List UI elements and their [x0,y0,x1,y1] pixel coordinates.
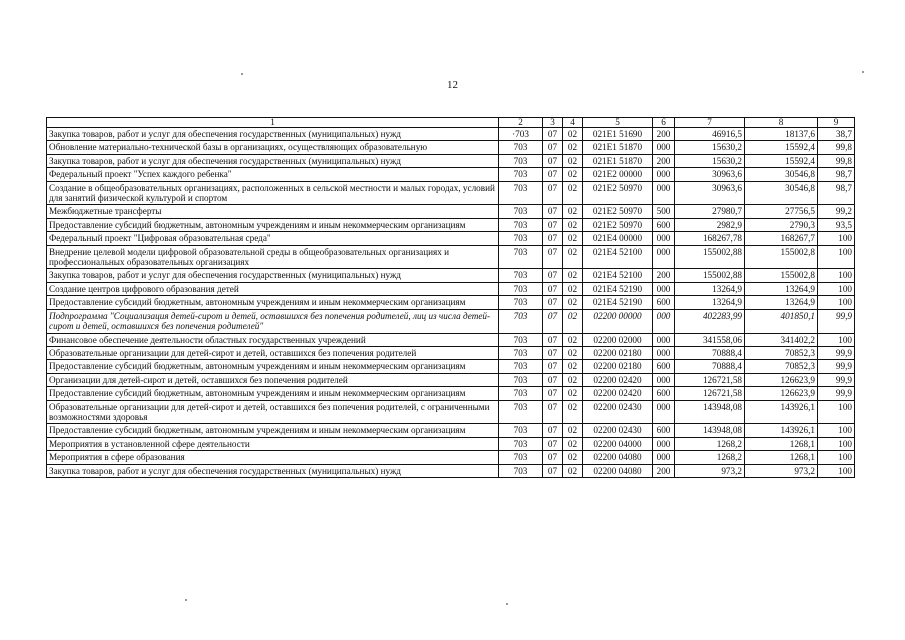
table-row [47,451,855,464]
page-number: 12 [447,79,458,91]
col-7-amount: 15630,2 [675,141,745,154]
scan-speck [506,603,508,605]
col-8-amount: 143926,1 [745,400,818,424]
col-2-value: 703 [499,309,543,333]
col-6-code: 600 [653,424,675,437]
row-name: Предоставление субсидий бюджетным, автономным учреждениям и иным некоммерческим организациям [47,424,499,437]
col-4-value: 02 [563,346,583,359]
col-9-percent: 38,7 [818,128,855,141]
table-row [47,245,855,269]
table-row [47,373,855,386]
col-3-value: 07 [543,128,563,141]
col-3-value: 07 [543,168,563,181]
col-9-percent: 99,8 [818,154,855,167]
column-header: 2 [499,118,543,128]
col-7-amount: 27980,7 [675,205,745,218]
col-9-percent: 100 [818,269,855,282]
col-8-amount: 155002,8 [745,245,818,269]
table-row [47,400,855,424]
col-8-amount: 341402,2 [745,333,818,346]
col-3-value: 07 [543,360,563,373]
col-2-value: 703 [499,437,543,450]
row-name: Образовательные организации для детей-сирот и детей, оставшихся без попечения родителей [47,346,499,359]
col-7-amount: 30963,6 [675,168,745,181]
col-9-percent: 100 [818,400,855,424]
col-4-value: 02 [563,154,583,167]
col-2-value: 703 [499,451,543,464]
col-4-value: 02 [563,437,583,450]
row-name: Закупка товаров, работ и услуг для обеспечения государственных (муниципальных) нужд [47,128,499,141]
table-row [47,424,855,437]
row-name: Предоставление субсидий бюджетным, автономным учреждениям и иным некоммерческим организациям [47,387,499,400]
col-2-value: 703 [499,346,543,359]
col-3-value: 07 [543,387,563,400]
col-5-code: 021E2 00000 [583,168,653,181]
col-4-value: 02 [563,232,583,245]
col-5-code: 021E4 52190 [583,282,653,295]
col-2-value: 703 [499,154,543,167]
col-6-code: 600 [653,387,675,400]
row-name: Закупка товаров, работ и услуг для обеспечения государственных (муниципальных) нужд [47,464,499,477]
col-7-amount: 168267,78 [675,232,745,245]
col-2-value: 703 [499,387,543,400]
col-6-code: 000 [653,333,675,346]
col-6-code: 600 [653,296,675,309]
col-8-amount: 15592,4 [745,141,818,154]
col-6-code: 000 [653,400,675,424]
col-9-percent: 100 [818,437,855,450]
col-4-value: 02 [563,282,583,295]
table-row [47,437,855,450]
col-8-amount: 1268,1 [745,451,818,464]
col-5-code: 021E4 52190 [583,296,653,309]
col-8-amount: 126623,9 [745,373,818,386]
col-4-value: 02 [563,269,583,282]
row-name: Внедрение целевой модели цифровой образовательной среды в общеобразовательных организациях и профессиональных образовательных организациях [47,245,499,269]
col-8-amount: 27756,5 [745,205,818,218]
col-9-percent: 99,9 [818,373,855,386]
row-name: Федеральный проект "Цифровая образовательная среда" [47,232,499,245]
table-row [47,387,855,400]
col-6-code: 000 [653,309,675,333]
col-4-value: 02 [563,424,583,437]
col-4-value: 02 [563,464,583,477]
col-3-value: 07 [543,333,563,346]
col-4-value: 02 [563,373,583,386]
col-5-code: 021E4 52100 [583,245,653,269]
col-9-percent: 100 [818,245,855,269]
col-4-value: 02 [563,296,583,309]
col-6-code: 500 [653,205,675,218]
table-row [47,141,855,154]
col-2-value: 703 [499,373,543,386]
col-3-value: 07 [543,245,563,269]
col-7-amount: 70888,4 [675,346,745,359]
col-6-code: 000 [653,181,675,205]
col-4-value: 02 [563,205,583,218]
col-4-value: 02 [563,451,583,464]
col-9-percent: 100 [818,424,855,437]
row-name: Закупка товаров, работ и услуг для обеспечения государственных (муниципальных) нужд [47,154,499,167]
col-7-amount: 2982,9 [675,218,745,231]
col-3-value: 07 [543,400,563,424]
col-8-amount: 2790,3 [745,218,818,231]
row-name: Предоставление субсидий бюджетным, автономным учреждениям и иным некоммерческим организациям [47,218,499,231]
col-5-code: 021E1 51870 [583,154,653,167]
table-row [47,232,855,245]
col-5-code: 02200 00000 [583,309,653,333]
col-5-code: 021E2 50970 [583,205,653,218]
table-row [47,346,855,359]
col-2-value: 703 [499,400,543,424]
col-6-code: 000 [653,245,675,269]
table-row [47,282,855,295]
col-8-amount: 30546,8 [745,181,818,205]
col-3-value: 07 [543,464,563,477]
col-8-amount: 30546,8 [745,168,818,181]
row-name: Создание в общеобразовательных организациях, расположенных в сельской местности и малых городах, условий для занятий физической культурой и спортом [47,181,499,205]
col-5-code: 02200 02420 [583,387,653,400]
col-6-code: 200 [653,269,675,282]
col-5-code: 021E1 51870 [583,141,653,154]
col-5-code: 021E4 00000 [583,232,653,245]
col-7-amount: 13264,9 [675,282,745,295]
col-5-code: 02200 02000 [583,333,653,346]
col-7-amount: 402283,99 [675,309,745,333]
col-3-value: 07 [543,282,563,295]
col-7-amount: 70888,4 [675,360,745,373]
col-3-value: 07 [543,309,563,333]
col-3-value: 07 [543,205,563,218]
row-name: Мероприятия в установленной сфере деятельности [47,437,499,450]
column-header: 1 [47,118,499,128]
col-2-value: 703 [499,218,543,231]
col-2-value: 703 [499,360,543,373]
col-4-value: 02 [563,360,583,373]
col-7-amount: 155002,88 [675,269,745,282]
col-2-value: 703 [499,245,543,269]
scan-speck [241,73,243,75]
col-5-code: 02200 02430 [583,424,653,437]
col-8-amount: 143926,1 [745,424,818,437]
table-row [47,360,855,373]
table-row [47,181,855,205]
col-9-percent: 100 [818,451,855,464]
row-name: Предоставление субсидий бюджетным, автономным учреждениям и иным некоммерческим организациям [47,360,499,373]
column-header: 4 [563,118,583,128]
col-8-amount: 1268,1 [745,437,818,450]
col-8-amount: 18137,6 [745,128,818,141]
col-2-value: 703 [499,168,543,181]
column-header: 9 [818,118,855,128]
col-6-code: 600 [653,218,675,231]
column-header: 8 [745,118,818,128]
table-row [47,128,855,141]
row-name: Образовательные организации для детей-сирот и детей, оставшихся без попечения родителей, с ограниченными возможностями здоровья [47,400,499,424]
col-8-amount: 15592,4 [745,154,818,167]
col-3-value: 07 [543,296,563,309]
col-6-code: 200 [653,464,675,477]
col-6-code: 000 [653,373,675,386]
col-4-value: 02 [563,128,583,141]
col-7-amount: 126721,58 [675,387,745,400]
col-8-amount: 70852,3 [745,346,818,359]
col-6-code: 000 [653,346,675,359]
col-9-percent: 100 [818,333,855,346]
col-7-amount: 46916,5 [675,128,745,141]
col-3-value: 07 [543,424,563,437]
col-7-amount: 15630,2 [675,154,745,167]
row-name: Финансовое обеспечение деятельности областных государственных учреждений [47,333,499,346]
row-name: Межбюджетные трансферты [47,205,499,218]
col-2-value: 703 [499,141,543,154]
col-2-value: 703 [499,464,543,477]
col-2-value: ·703 [499,128,543,141]
col-5-code: 02200 04000 [583,437,653,450]
col-5-code: 02200 02420 [583,373,653,386]
col-4-value: 02 [563,333,583,346]
table-row [47,168,855,181]
col-3-value: 07 [543,346,563,359]
col-7-amount: 341558,06 [675,333,745,346]
col-6-code: 200 [653,128,675,141]
col-6-code: 000 [653,437,675,450]
table-row [47,154,855,167]
col-2-value: 703 [499,232,543,245]
col-4-value: 02 [563,245,583,269]
col-5-code: 02200 02430 [583,400,653,424]
col-3-value: 07 [543,451,563,464]
col-3-value: 07 [543,154,563,167]
col-4-value: 02 [563,168,583,181]
col-7-amount: 1268,2 [675,437,745,450]
col-9-percent: 99,9 [818,360,855,373]
column-header: 3 [543,118,563,128]
table-row [47,296,855,309]
col-2-value: 703 [499,424,543,437]
header-row [47,118,855,128]
col-4-value: 02 [563,309,583,333]
row-name: Закупка товаров, работ и услуг для обеспечения государственных (муниципальных) нужд [47,269,499,282]
col-7-amount: 1268,2 [675,451,745,464]
col-4-value: 02 [563,387,583,400]
col-3-value: 07 [543,269,563,282]
col-4-value: 02 [563,218,583,231]
col-6-code: 600 [653,360,675,373]
table-row [47,218,855,231]
col-3-value: 07 [543,218,563,231]
col-8-amount: 13264,9 [745,282,818,295]
column-header: 7 [675,118,745,128]
col-8-amount: 168267,7 [745,232,818,245]
col-6-code: 000 [653,282,675,295]
row-name: Федеральный проект "Успех каждого ребенка" [47,168,499,181]
col-7-amount: 126721,58 [675,373,745,386]
col-2-value: 703 [499,269,543,282]
col-3-value: 07 [543,141,563,154]
col-5-code: 02200 04080 [583,464,653,477]
col-7-amount: 143948,08 [675,424,745,437]
col-9-percent: 98,7 [818,168,855,181]
col-5-code: 021E2 50970 [583,218,653,231]
table-row [47,333,855,346]
col-5-code: 021E2 50970 [583,181,653,205]
col-6-code: 000 [653,141,675,154]
col-2-value: 703 [499,333,543,346]
scan-speck [185,599,187,601]
col-9-percent: 100 [818,232,855,245]
col-7-amount: 30963,6 [675,181,745,205]
col-2-value: 703 [499,296,543,309]
col-2-value: 703 [499,181,543,205]
table-row [47,269,855,282]
col-5-code: 021E4 52100 [583,269,653,282]
col-8-amount: 973,2 [745,464,818,477]
col-6-code: 000 [653,168,675,181]
col-8-amount: 155002,8 [745,269,818,282]
col-7-amount: 973,2 [675,464,745,477]
row-name: Организации для детей-сирот и детей, оставшихся без попечения родителей [47,373,499,386]
table-row [47,464,855,477]
col-4-value: 02 [563,400,583,424]
scan-speck [862,71,864,73]
budget-table [46,117,855,478]
table-row [47,205,855,218]
row-name: Создание центров цифрового образования детей [47,282,499,295]
col-5-code: 02200 04080 [583,451,653,464]
col-6-code: 000 [653,232,675,245]
col-8-amount: 401850,1 [745,309,818,333]
col-9-percent: 100 [818,464,855,477]
col-9-percent: 99,9 [818,309,855,333]
col-9-percent: 100 [818,296,855,309]
col-5-code: 02200 02180 [583,360,653,373]
col-9-percent: 100 [818,282,855,295]
row-name: Мероприятия в сфере образования [47,451,499,464]
col-3-value: 07 [543,437,563,450]
col-5-code: 02200 02180 [583,346,653,359]
col-7-amount: 155002,88 [675,245,745,269]
col-3-value: 07 [543,181,563,205]
row-name: Предоставление субсидий бюджетным, автономным учреждениям и иным некоммерческим организациям [47,296,499,309]
col-6-code: 200 [653,154,675,167]
col-9-percent: 99,8 [818,141,855,154]
row-name: Подпрограмма "Социализация детей-сирот и детей, оставшихся без попечения родителей, лиц из числа детей-сирот и детей, оставшихся без попечения родителей" [47,309,499,333]
table-row [47,309,855,333]
col-9-percent: 99,9 [818,387,855,400]
row-name: Обновление материально-технической базы в организациях, осуществляющих образовательную [47,141,499,154]
col-6-code: 000 [653,451,675,464]
col-5-code: 021E1 51690 [583,128,653,141]
col-4-value: 02 [563,181,583,205]
col-9-percent: 99,9 [818,346,855,359]
column-header: 5 [583,118,653,128]
col-8-amount: 126623,9 [745,387,818,400]
col-9-percent: 98,7 [818,181,855,205]
col-9-percent: 93,5 [818,218,855,231]
col-7-amount: 143948,08 [675,400,745,424]
col-3-value: 07 [543,373,563,386]
col-8-amount: 70852,3 [745,360,818,373]
column-header: 6 [653,118,675,128]
col-2-value: 703 [499,282,543,295]
col-4-value: 02 [563,141,583,154]
col-2-value: 703 [499,205,543,218]
col-9-percent: 99,2 [818,205,855,218]
col-3-value: 07 [543,232,563,245]
col-7-amount: 13264,9 [675,296,745,309]
col-8-amount: 13264,9 [745,296,818,309]
